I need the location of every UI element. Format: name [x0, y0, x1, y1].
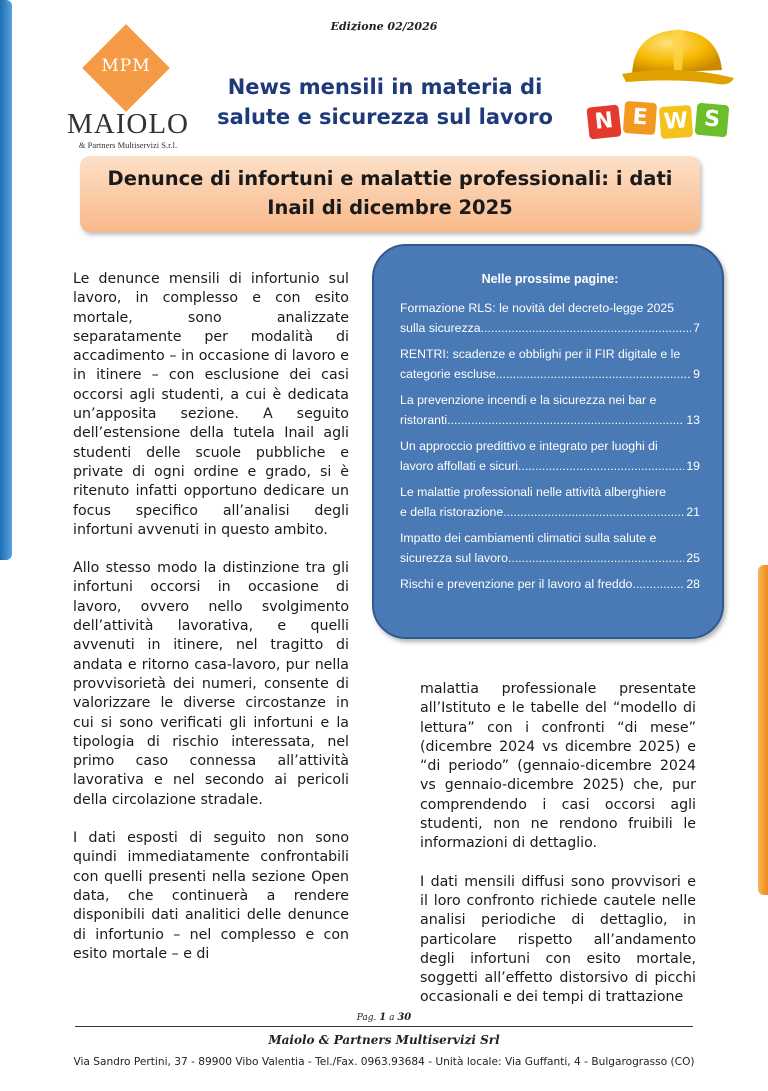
- company-logo: [62, 32, 202, 157]
- left-edge-accent: [0, 0, 12, 560]
- page-prefix: Pag.: [356, 1013, 377, 1023]
- logo-subtitle: & Partners Multiservizi S.r.l.: [78, 140, 178, 150]
- toc-item[interactable]: [400, 344, 700, 384]
- toc-item-title: RENTRI: scadenze e obblighi per il FIR digitale e le: [400, 347, 681, 361]
- toc-leader-dots: [447, 410, 684, 430]
- toc-item-title-cont: sulla sicurezza: [400, 321, 481, 335]
- toc-page-number: 7: [693, 321, 700, 335]
- news-letter-w: W: [659, 105, 693, 139]
- paragraph: I dati esposti di seguito non sono quindi immediatamente confrontabili con quelli presenti nella sezione Open data, che continuerà a rendere disponibili dati analitici delle denunce di infortunio – nel complesso e con esito mortale – e di: [73, 830, 349, 962]
- toc-page-number: 13: [686, 413, 700, 427]
- toc-item-title: Formazione RLS: le novità del decreto-legge 2025: [400, 301, 675, 315]
- table-of-contents-box: [372, 244, 724, 639]
- footer-company: Maiolo & Partners Multiservizi Srl: [268, 1033, 500, 1047]
- toc-page-number: 25: [686, 551, 700, 565]
- right-column: [420, 680, 696, 1027]
- news-blocks: [588, 100, 738, 140]
- toc-item-title-cont: categorie escluse: [400, 367, 496, 381]
- toc-item-title-cont: ristoranti: [400, 413, 448, 427]
- toc-leader-dots: [481, 318, 692, 338]
- toc-item-title: Rischi e prevenzione per il lavoro al freddo: [400, 577, 633, 591]
- article-title: [80, 156, 700, 222]
- toc-item[interactable]: [400, 482, 700, 522]
- newsletter-title-line2: salute e sicurezza sul lavoro: [217, 105, 553, 129]
- logo-name: MAIOLO: [67, 108, 189, 140]
- toc-leader-dots: [496, 364, 691, 384]
- toc-page-number: 28: [686, 577, 700, 591]
- toc-leader-dots: [518, 456, 684, 476]
- edition-label: Edizione 02/2026: [330, 20, 438, 33]
- logo-initials: MPM: [101, 56, 151, 76]
- toc-page-number: 19: [686, 459, 700, 473]
- paragraph: Le denunce mensili di infortunio sul lavoro, in complesso e con esito mortale, sono analizzate separatamente per modalità di accadimento – in occasione di lavoro e in itinere – con esclusione dei casi occorsi agli studenti, a cui è dedicata un’apposita sezione. A seguito dell’estensione della tutela Inail agli studenti delle scuole pubbliche e private di ogni ordine e grado, si è ritenuto infatti opportuno dedicare un focus specifico all’analisi degli infortuni avvenuti in questo ambito.: [73, 271, 349, 538]
- toc-item[interactable]: [400, 298, 700, 338]
- toc-item-title-cont: sicurezza sul lavoro: [400, 551, 508, 565]
- paragraph: malattia professionale presentate all’Istituto e le tabelle del “modello di lettura” con i confronti “di mese” (dicembre 2024 vs dicembre 2025) e “di periodo” (gennaio-dicembre 2024 vs gennaio-dicembre 2025) che, pur comprendendo i casi occorsi agli studenti, non ne rendono fruibili le informazioni di dettaglio.: [420, 681, 696, 852]
- article-title-line1: Denunce di infortuni e malattie professionali: i dati: [107, 167, 673, 190]
- toc-title: Nelle prossime pagine:: [481, 272, 619, 286]
- page-current: 1: [379, 1012, 387, 1023]
- toc-item[interactable]: [400, 436, 700, 476]
- footer-address: Via Sandro Pertini, 37 - 89900 Vibo Valentia - Tel./Fax. 0963.93684 - Unità locale: Via Guffanti, 4 - Bulgarograsso (CO): [73, 1056, 695, 1068]
- toc-item-title: Impatto dei cambiamenti climatici sulla salute e: [400, 531, 657, 545]
- newsletter-title-line1: News mensili in materia di: [227, 75, 543, 99]
- toc-item[interactable]: [400, 390, 700, 430]
- toc-leader-dots: [503, 502, 684, 522]
- paragraph: Allo stesso modo la distinzione tra gli infortuni occorsi in occasione di lavoro, ovvero nello svolgimento dell’attività lavorativa, e quelli avvenuti in itinere, nel tragitto di andata e ritorno casa-lavoro, pur nella provvisorietà dei numeri, consente di valorizzare le diverse circostanze in cui si sono verificati gli infortuni e la tipologia di rischio interessata, nel primo caso connessa all’attività lavorativa e nel secondo ai pericoli della circolazione stradale.: [73, 560, 349, 808]
- toc-item[interactable]: [400, 574, 700, 594]
- article-title-line2: Inail di dicembre 2025: [267, 196, 513, 219]
- right-edge-accent: [758, 565, 768, 895]
- footer-divider: [75, 1026, 693, 1027]
- newsletter-title: [205, 72, 565, 132]
- toc-page-number: 9: [693, 367, 700, 381]
- toc-leader-dots: [632, 574, 684, 594]
- news-letter-n: N: [586, 104, 621, 139]
- toc-item-title-cont: e della ristorazione: [400, 505, 504, 519]
- toc-item-title: Le malattie professionali nelle attività alberghiere: [400, 485, 666, 499]
- toc-leader-dots: [508, 548, 684, 568]
- toc-item-title: Un approccio predittivo e integrato per luoghi di: [400, 439, 658, 453]
- paragraph: I dati mensili diffusi sono provvisori e il loro confronto richiede cautele nelle analisi periodiche di dettaglio, in particolare rispetto all’andamento degli infortuni con esito mortale, soggetti all’effetto distorsivo di picchi occasionali e dei tempi di trattazione: [420, 873, 696, 1006]
- toc-page-number: 21: [686, 505, 700, 519]
- page-separator: a: [389, 1013, 395, 1023]
- news-letter-e: E: [623, 101, 657, 135]
- toc-item-title: La prevenzione incendi e la sicurezza nei bar e: [400, 393, 657, 407]
- toc-item-title-cont: lavoro affollati e sicuri: [400, 459, 519, 473]
- left-column: [73, 270, 349, 983]
- news-letter-s: S: [695, 103, 730, 138]
- page-number: [0, 1012, 768, 1023]
- article-title-banner: [80, 156, 700, 232]
- toc-item[interactable]: [400, 528, 700, 568]
- safety-helmet-icon: [618, 22, 738, 94]
- page-total: 30: [397, 1012, 412, 1023]
